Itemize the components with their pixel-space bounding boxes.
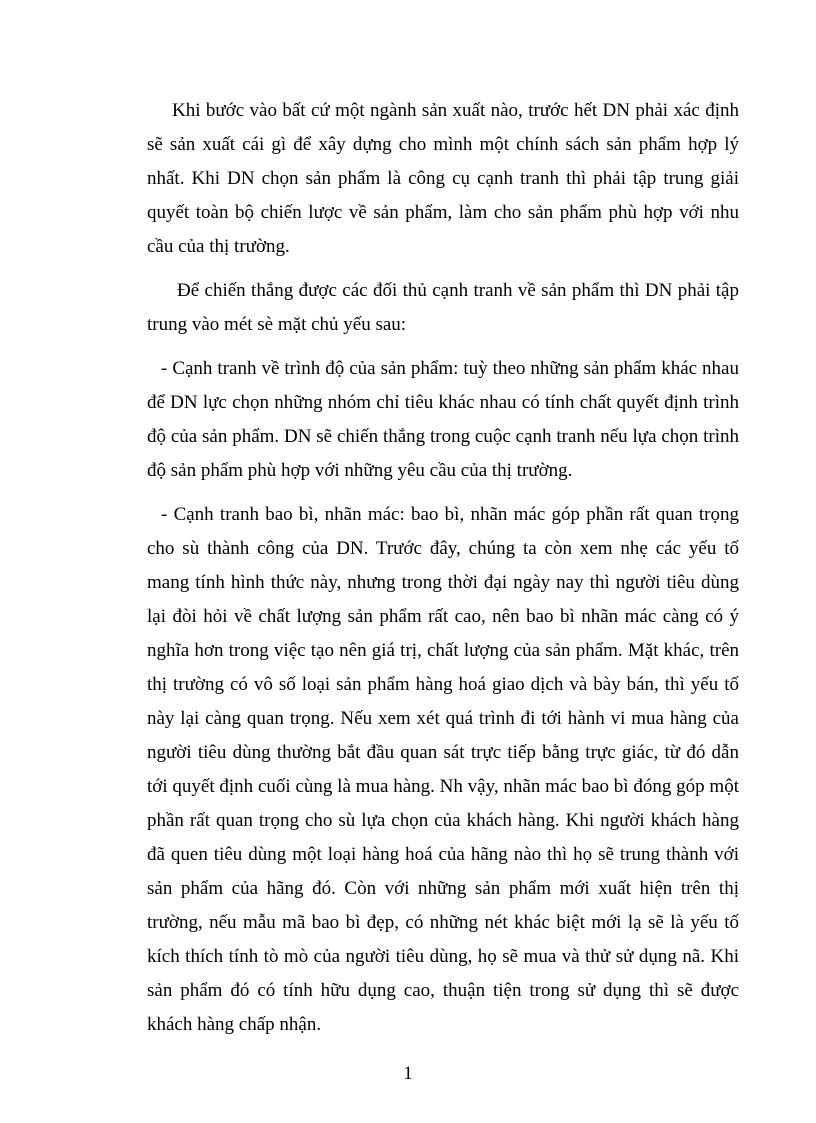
body-text: [147, 94, 739, 1052]
paragraph-product-policy: Khi bước vào bất cứ một ngành sản xuất nào, trước hết DN phải xác định sẽ sản xuất cái gì để xây dựng cho mình một chính sách sản phẩm hợp lý nhất. Khi DN chọn sản phẩm là công cụ cạnh tranh thì phải tập trung giải quyết toàn bộ chiến lược về sản phẩm, làm cho sản phẩm phù hợp với nhu cầu của thị trường.: [147, 100, 739, 257]
paragraph-product-level: - Cạnh tranh về trình độ của sản phẩm: tuỳ theo những sản phẩm khác nhau để DN lực chọn những nhóm chỉ tiêu khác nhau có tính chất quyết định trình độ của sản phẩm. DN sẽ chiến thắng trong cuộc cạnh tranh nếu lựa chọn trình độ sản phẩm phù hợp với những yêu cầu của thị trường.: [147, 358, 739, 481]
paragraph-competition-intro: Để chiến thắng được các đối thủ cạnh tranh về sản phẩm thì DN phải tập trung vào mét sè mặt chủ yếu sau:: [147, 280, 739, 335]
page-number: 1: [403, 1063, 413, 1084]
paragraph-packaging: - Cạnh tranh bao bì, nhãn mác: bao bì, nhãn mác góp phần rất quan trọng cho sù thành công của DN. Trước đây, chúng ta còn xem nhẹ các yếu tố mang tính hình thức này, nhưng trong thời đại ngày nay thì người tiêu dùng lại đòi hỏi về chất lượng sản phẩm rất cao, nên bao bì nhãn mác càng có ý nghĩa hơn trong việc tạo nên giá trị, chất lượng của sản phẩm. Mặt khác, trên thị trường có vô số loại sản phẩm hàng hoá giao dịch và bày bán, thì yếu tố này lại càng quan trọng. Nếu xem xét quá trình đi tới hành vi mua hàng của người tiêu dùng thường bắt đầu quan sát trực tiếp bằng trực giác, từ đó dẫn tới quyết định cuối cùng là mua hàng. Nh vậy, nhãn mác bao bì đóng góp một phần rất quan trọng cho sù lựa chọn của khách hàng. Khi người khách hàng đã quen tiêu dùng một loại hàng hoá của hãng nào thì họ sẽ trung thành với sản phẩm của hãng đó. Còn với những sản phẩm mới xuất hiện trên thị trường, nếu mẫu mã bao bì đẹp, có những nét khác biệt mới lạ sẽ là yếu tố kích thích tính tò mò của người tiêu dùng, họ sẽ mua và thử sử dụng nã. Khi sản phẩm đó có tính hữu dụng cao, thuận tiện trong sử dụng thì sẽ được khách hàng chấp nhận.: [147, 504, 739, 1035]
